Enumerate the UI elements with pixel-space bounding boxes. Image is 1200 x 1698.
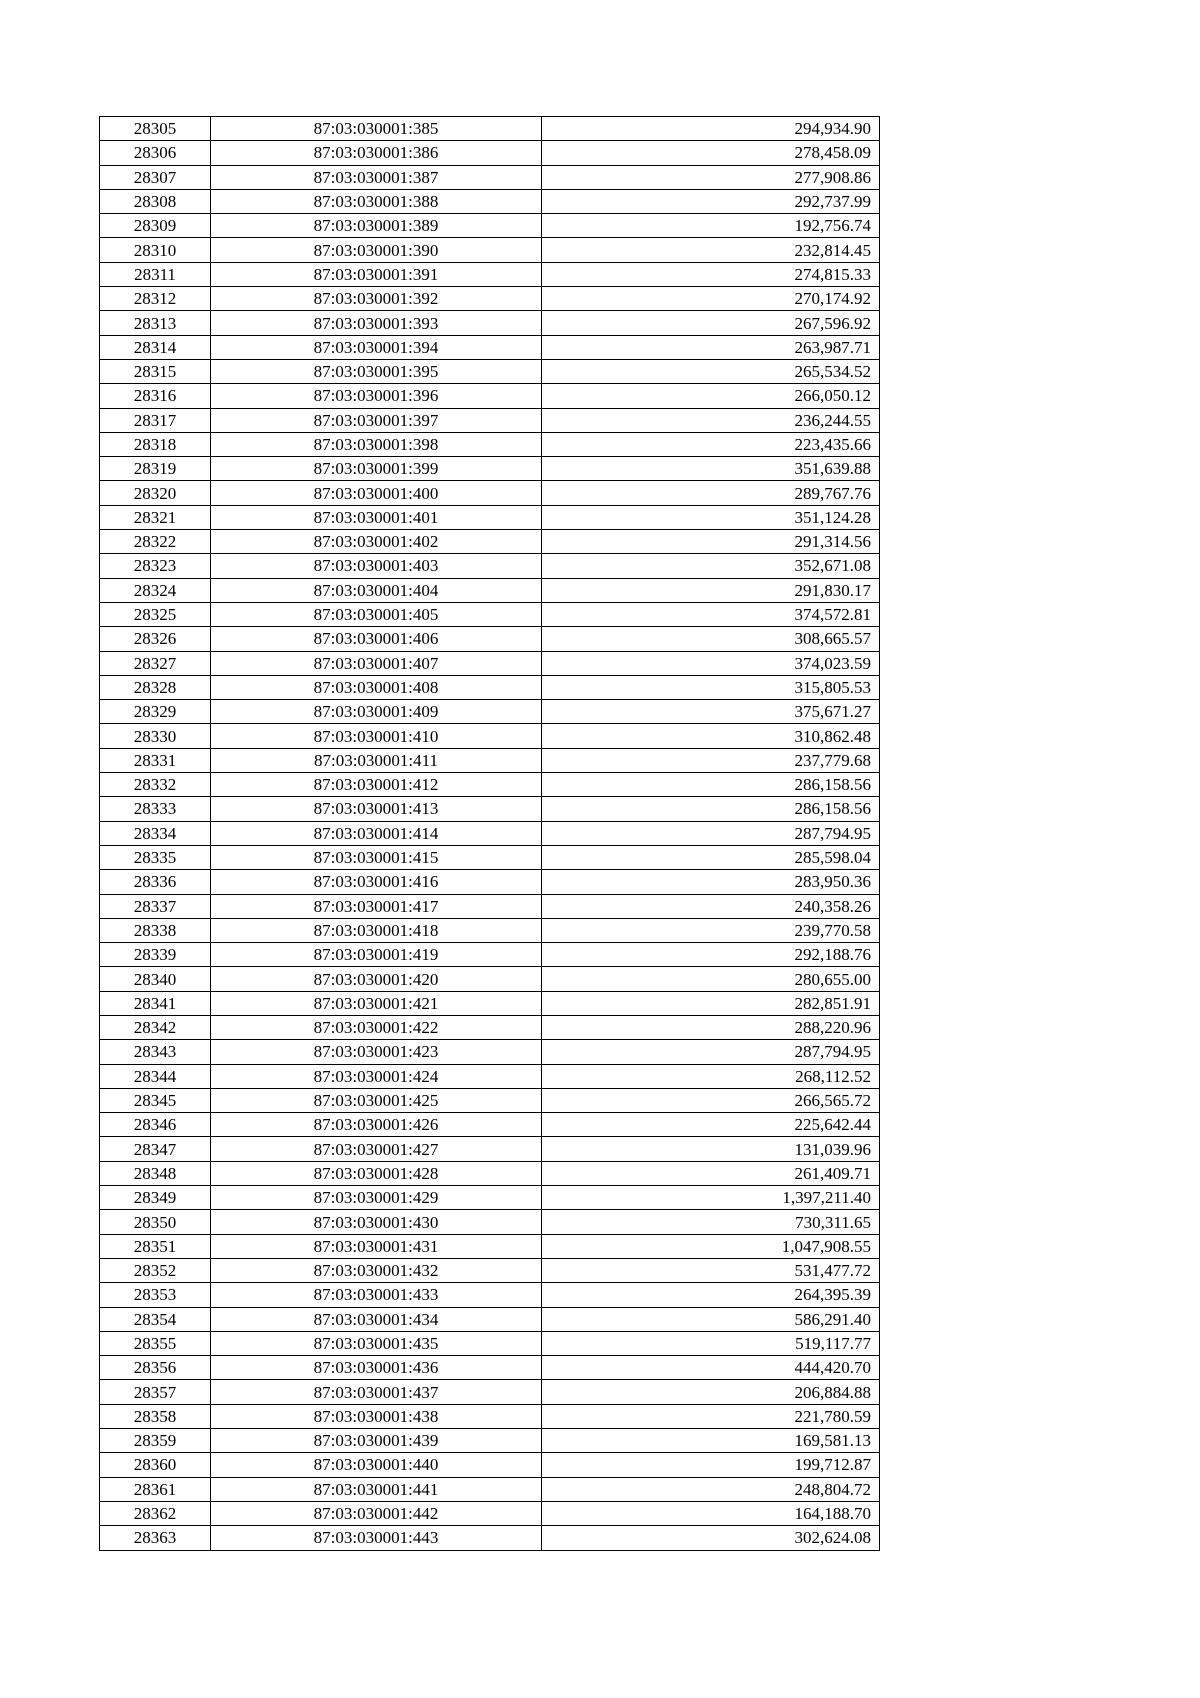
row-number: 28327 (100, 651, 211, 675)
row-number: 28346 (100, 1113, 211, 1137)
row-number: 28328 (100, 675, 211, 699)
row-number: 28359 (100, 1429, 211, 1453)
table-row (100, 1186, 880, 1210)
table-row (100, 651, 880, 675)
cadastral-number: 87:03:030001:402 (211, 530, 542, 554)
cadastral-number: 87:03:030001:431 (211, 1234, 542, 1258)
cadastral-value: 374,023.59 (542, 651, 880, 675)
row-number: 28337 (100, 894, 211, 918)
cadastral-number: 87:03:030001:419 (211, 943, 542, 967)
cadastral-value: 267,596.92 (542, 311, 880, 335)
table-row (100, 262, 880, 286)
cadastral-number: 87:03:030001:425 (211, 1088, 542, 1112)
table-row (100, 1040, 880, 1064)
row-number: 28305 (100, 117, 211, 141)
table-row (100, 1015, 880, 1039)
cadastral-value: 289,767.76 (542, 481, 880, 505)
table-row (100, 918, 880, 942)
cadastral-number: 87:03:030001:409 (211, 700, 542, 724)
cadastral-number: 87:03:030001:437 (211, 1380, 542, 1404)
cadastral-value: 236,244.55 (542, 408, 880, 432)
cadastral-value: 169,581.13 (542, 1429, 880, 1453)
cadastral-value: 237,779.68 (542, 748, 880, 772)
table-row (100, 1477, 880, 1501)
cadastral-number: 87:03:030001:386 (211, 141, 542, 165)
row-number: 28352 (100, 1258, 211, 1282)
row-number: 28345 (100, 1088, 211, 1112)
table-row (100, 894, 880, 918)
row-number: 28344 (100, 1064, 211, 1088)
row-number: 28354 (100, 1307, 211, 1331)
cadastral-number: 87:03:030001:416 (211, 870, 542, 894)
cadastral-value: 239,770.58 (542, 918, 880, 942)
cadastral-value: 586,291.40 (542, 1307, 880, 1331)
table-row (100, 1307, 880, 1331)
cadastral-value: 519,117.77 (542, 1331, 880, 1355)
table-row (100, 214, 880, 238)
cadastral-number: 87:03:030001:418 (211, 918, 542, 942)
row-number: 28341 (100, 991, 211, 1015)
table-row (100, 675, 880, 699)
cadastral-number: 87:03:030001:385 (211, 117, 542, 141)
cadastral-value: 730,311.65 (542, 1210, 880, 1234)
table-row (100, 1283, 880, 1307)
table-row (100, 165, 880, 189)
row-number: 28355 (100, 1331, 211, 1355)
row-number: 28308 (100, 189, 211, 213)
cadastral-value: 225,642.44 (542, 1113, 880, 1137)
row-number: 28310 (100, 238, 211, 262)
row-number: 28342 (100, 1015, 211, 1039)
table-row (100, 1526, 880, 1550)
cadastral-number: 87:03:030001:411 (211, 748, 542, 772)
row-number: 28312 (100, 287, 211, 311)
table-row (100, 1331, 880, 1355)
cadastral-number: 87:03:030001:421 (211, 991, 542, 1015)
cadastral-value: 221,780.59 (542, 1404, 880, 1428)
row-number: 28351 (100, 1234, 211, 1258)
row-number: 28350 (100, 1210, 211, 1234)
table-row (100, 1501, 880, 1525)
cadastral-value: 280,655.00 (542, 967, 880, 991)
cadastral-number: 87:03:030001:430 (211, 1210, 542, 1234)
cadastral-number: 87:03:030001:408 (211, 675, 542, 699)
cadastral-number: 87:03:030001:438 (211, 1404, 542, 1428)
cadastral-value: 292,188.76 (542, 943, 880, 967)
cadastral-value-table (99, 116, 880, 1551)
cadastral-value: 351,639.88 (542, 457, 880, 481)
row-number: 28322 (100, 530, 211, 554)
table-row (100, 335, 880, 359)
cadastral-value: 206,884.88 (542, 1380, 880, 1404)
cadastral-value: 286,158.56 (542, 773, 880, 797)
table-row (100, 1404, 880, 1428)
cadastral-value: 263,987.71 (542, 335, 880, 359)
table-row (100, 530, 880, 554)
table-row (100, 1210, 880, 1234)
cadastral-number: 87:03:030001:393 (211, 311, 542, 335)
table-row (100, 845, 880, 869)
cadastral-value: 164,188.70 (542, 1501, 880, 1525)
cadastral-number: 87:03:030001:439 (211, 1429, 542, 1453)
table-row (100, 1161, 880, 1185)
table-row (100, 141, 880, 165)
table-row (100, 238, 880, 262)
row-number: 28360 (100, 1453, 211, 1477)
cadastral-value: 351,124.28 (542, 505, 880, 529)
row-number: 28316 (100, 384, 211, 408)
cadastral-number: 87:03:030001:441 (211, 1477, 542, 1501)
cadastral-number: 87:03:030001:428 (211, 1161, 542, 1185)
row-number: 28332 (100, 773, 211, 797)
cadastral-number: 87:03:030001:420 (211, 967, 542, 991)
row-number: 28361 (100, 1477, 211, 1501)
table-row (100, 554, 880, 578)
table-row (100, 773, 880, 797)
cadastral-value: 302,624.08 (542, 1526, 880, 1550)
cadastral-value: 352,671.08 (542, 554, 880, 578)
cadastral-number: 87:03:030001:435 (211, 1331, 542, 1355)
row-number: 28334 (100, 821, 211, 845)
cadastral-number: 87:03:030001:389 (211, 214, 542, 238)
table-row (100, 1356, 880, 1380)
cadastral-number: 87:03:030001:387 (211, 165, 542, 189)
table-row (100, 578, 880, 602)
cadastral-value: 285,598.04 (542, 845, 880, 869)
cadastral-value: 286,158.56 (542, 797, 880, 821)
cadastral-value: 248,804.72 (542, 1477, 880, 1501)
cadastral-number: 87:03:030001:398 (211, 432, 542, 456)
cadastral-number: 87:03:030001:417 (211, 894, 542, 918)
cadastral-value: 278,458.09 (542, 141, 880, 165)
cadastral-value: 294,934.90 (542, 117, 880, 141)
row-number: 28314 (100, 335, 211, 359)
table-row (100, 943, 880, 967)
table-row (100, 481, 880, 505)
cadastral-value: 277,908.86 (542, 165, 880, 189)
cadastral-number: 87:03:030001:433 (211, 1283, 542, 1307)
cadastral-number: 87:03:030001:443 (211, 1526, 542, 1550)
table-body (100, 117, 880, 1551)
table-row (100, 602, 880, 626)
cadastral-value: 308,665.57 (542, 627, 880, 651)
cadastral-number: 87:03:030001:410 (211, 724, 542, 748)
table-row (100, 189, 880, 213)
row-number: 28319 (100, 457, 211, 481)
cadastral-value: 266,050.12 (542, 384, 880, 408)
cadastral-number: 87:03:030001:434 (211, 1307, 542, 1331)
row-number: 28321 (100, 505, 211, 529)
row-number: 28330 (100, 724, 211, 748)
row-number: 28326 (100, 627, 211, 651)
row-number: 28329 (100, 700, 211, 724)
cadastral-number: 87:03:030001:427 (211, 1137, 542, 1161)
cadastral-value: 287,794.95 (542, 821, 880, 845)
cadastral-number: 87:03:030001:415 (211, 845, 542, 869)
cadastral-number: 87:03:030001:401 (211, 505, 542, 529)
row-number: 28318 (100, 432, 211, 456)
cadastral-value: 192,756.74 (542, 214, 880, 238)
table-row (100, 967, 880, 991)
row-number: 28320 (100, 481, 211, 505)
table-row (100, 991, 880, 1015)
row-number: 28313 (100, 311, 211, 335)
table-row (100, 1064, 880, 1088)
cadastral-value: 265,534.52 (542, 359, 880, 383)
cadastral-value: 264,395.39 (542, 1283, 880, 1307)
cadastral-number: 87:03:030001:426 (211, 1113, 542, 1137)
cadastral-value: 274,815.33 (542, 262, 880, 286)
cadastral-value: 315,805.53 (542, 675, 880, 699)
cadastral-value: 287,794.95 (542, 1040, 880, 1064)
cadastral-number: 87:03:030001:432 (211, 1258, 542, 1282)
cadastral-number: 87:03:030001:397 (211, 408, 542, 432)
cadastral-number: 87:03:030001:388 (211, 189, 542, 213)
row-number: 28331 (100, 748, 211, 772)
row-number: 28324 (100, 578, 211, 602)
row-number: 28357 (100, 1380, 211, 1404)
cadastral-value: 232,814.45 (542, 238, 880, 262)
row-number: 28309 (100, 214, 211, 238)
table-row (100, 384, 880, 408)
cadastral-number: 87:03:030001:414 (211, 821, 542, 845)
cadastral-number: 87:03:030001:394 (211, 335, 542, 359)
row-number: 28358 (100, 1404, 211, 1428)
table-row (100, 700, 880, 724)
table-row (100, 1453, 880, 1477)
cadastral-number: 87:03:030001:404 (211, 578, 542, 602)
table-row (100, 627, 880, 651)
table-row (100, 1234, 880, 1258)
row-number: 28336 (100, 870, 211, 894)
cadastral-number: 87:03:030001:399 (211, 457, 542, 481)
row-number: 28363 (100, 1526, 211, 1550)
row-number: 28339 (100, 943, 211, 967)
cadastral-number: 87:03:030001:406 (211, 627, 542, 651)
row-number: 28338 (100, 918, 211, 942)
table-row (100, 311, 880, 335)
cadastral-number: 87:03:030001:392 (211, 287, 542, 311)
table-row (100, 457, 880, 481)
row-number: 28323 (100, 554, 211, 578)
row-number: 28353 (100, 1283, 211, 1307)
table-row (100, 1137, 880, 1161)
row-number: 28348 (100, 1161, 211, 1185)
row-number: 28347 (100, 1137, 211, 1161)
cadastral-value: 310,862.48 (542, 724, 880, 748)
cadastral-number: 87:03:030001:424 (211, 1064, 542, 1088)
cadastral-value: 199,712.87 (542, 1453, 880, 1477)
cadastral-value: 292,737.99 (542, 189, 880, 213)
cadastral-value: 444,420.70 (542, 1356, 880, 1380)
table-row (100, 870, 880, 894)
cadastral-value: 266,565.72 (542, 1088, 880, 1112)
cadastral-number: 87:03:030001:403 (211, 554, 542, 578)
cadastral-value: 531,477.72 (542, 1258, 880, 1282)
row-number: 28306 (100, 141, 211, 165)
table-row (100, 408, 880, 432)
cadastral-number: 87:03:030001:405 (211, 602, 542, 626)
cadastral-value: 291,314.56 (542, 530, 880, 554)
cadastral-value: 1,047,908.55 (542, 1234, 880, 1258)
cadastral-value: 374,572.81 (542, 602, 880, 626)
cadastral-number: 87:03:030001:412 (211, 773, 542, 797)
table-row (100, 1258, 880, 1282)
table-row (100, 505, 880, 529)
cadastral-value: 288,220.96 (542, 1015, 880, 1039)
cadastral-number: 87:03:030001:442 (211, 1501, 542, 1525)
cadastral-value: 131,039.96 (542, 1137, 880, 1161)
row-number: 28335 (100, 845, 211, 869)
table-row (100, 287, 880, 311)
cadastral-value: 1,397,211.40 (542, 1186, 880, 1210)
cadastral-number: 87:03:030001:422 (211, 1015, 542, 1039)
row-number: 28356 (100, 1356, 211, 1380)
cadastral-value: 291,830.17 (542, 578, 880, 602)
table-row (100, 1380, 880, 1404)
row-number: 28307 (100, 165, 211, 189)
cadastral-value: 270,174.92 (542, 287, 880, 311)
cadastral-number: 87:03:030001:395 (211, 359, 542, 383)
row-number: 28325 (100, 602, 211, 626)
row-number: 28343 (100, 1040, 211, 1064)
table-row (100, 432, 880, 456)
row-number: 28362 (100, 1501, 211, 1525)
cadastral-number: 87:03:030001:429 (211, 1186, 542, 1210)
cadastral-value: 282,851.91 (542, 991, 880, 1015)
row-number: 28333 (100, 797, 211, 821)
cadastral-number: 87:03:030001:413 (211, 797, 542, 821)
cadastral-value: 283,950.36 (542, 870, 880, 894)
table-row (100, 1088, 880, 1112)
cadastral-value: 261,409.71 (542, 1161, 880, 1185)
cadastral-value: 268,112.52 (542, 1064, 880, 1088)
cadastral-number: 87:03:030001:391 (211, 262, 542, 286)
cadastral-value: 223,435.66 (542, 432, 880, 456)
cadastral-value: 375,671.27 (542, 700, 880, 724)
cadastral-number: 87:03:030001:423 (211, 1040, 542, 1064)
row-number: 28315 (100, 359, 211, 383)
cadastral-number: 87:03:030001:390 (211, 238, 542, 262)
table-row (100, 821, 880, 845)
cadastral-value: 240,358.26 (542, 894, 880, 918)
cadastral-number: 87:03:030001:440 (211, 1453, 542, 1477)
table-row (100, 117, 880, 141)
row-number: 28340 (100, 967, 211, 991)
table-row (100, 797, 880, 821)
row-number: 28311 (100, 262, 211, 286)
table-row (100, 724, 880, 748)
row-number: 28349 (100, 1186, 211, 1210)
table-row (100, 748, 880, 772)
cadastral-number: 87:03:030001:396 (211, 384, 542, 408)
cadastral-number: 87:03:030001:407 (211, 651, 542, 675)
cadastral-number: 87:03:030001:400 (211, 481, 542, 505)
table-row (100, 1429, 880, 1453)
cadastral-number: 87:03:030001:436 (211, 1356, 542, 1380)
table-row (100, 1113, 880, 1137)
row-number: 28317 (100, 408, 211, 432)
table-row (100, 359, 880, 383)
